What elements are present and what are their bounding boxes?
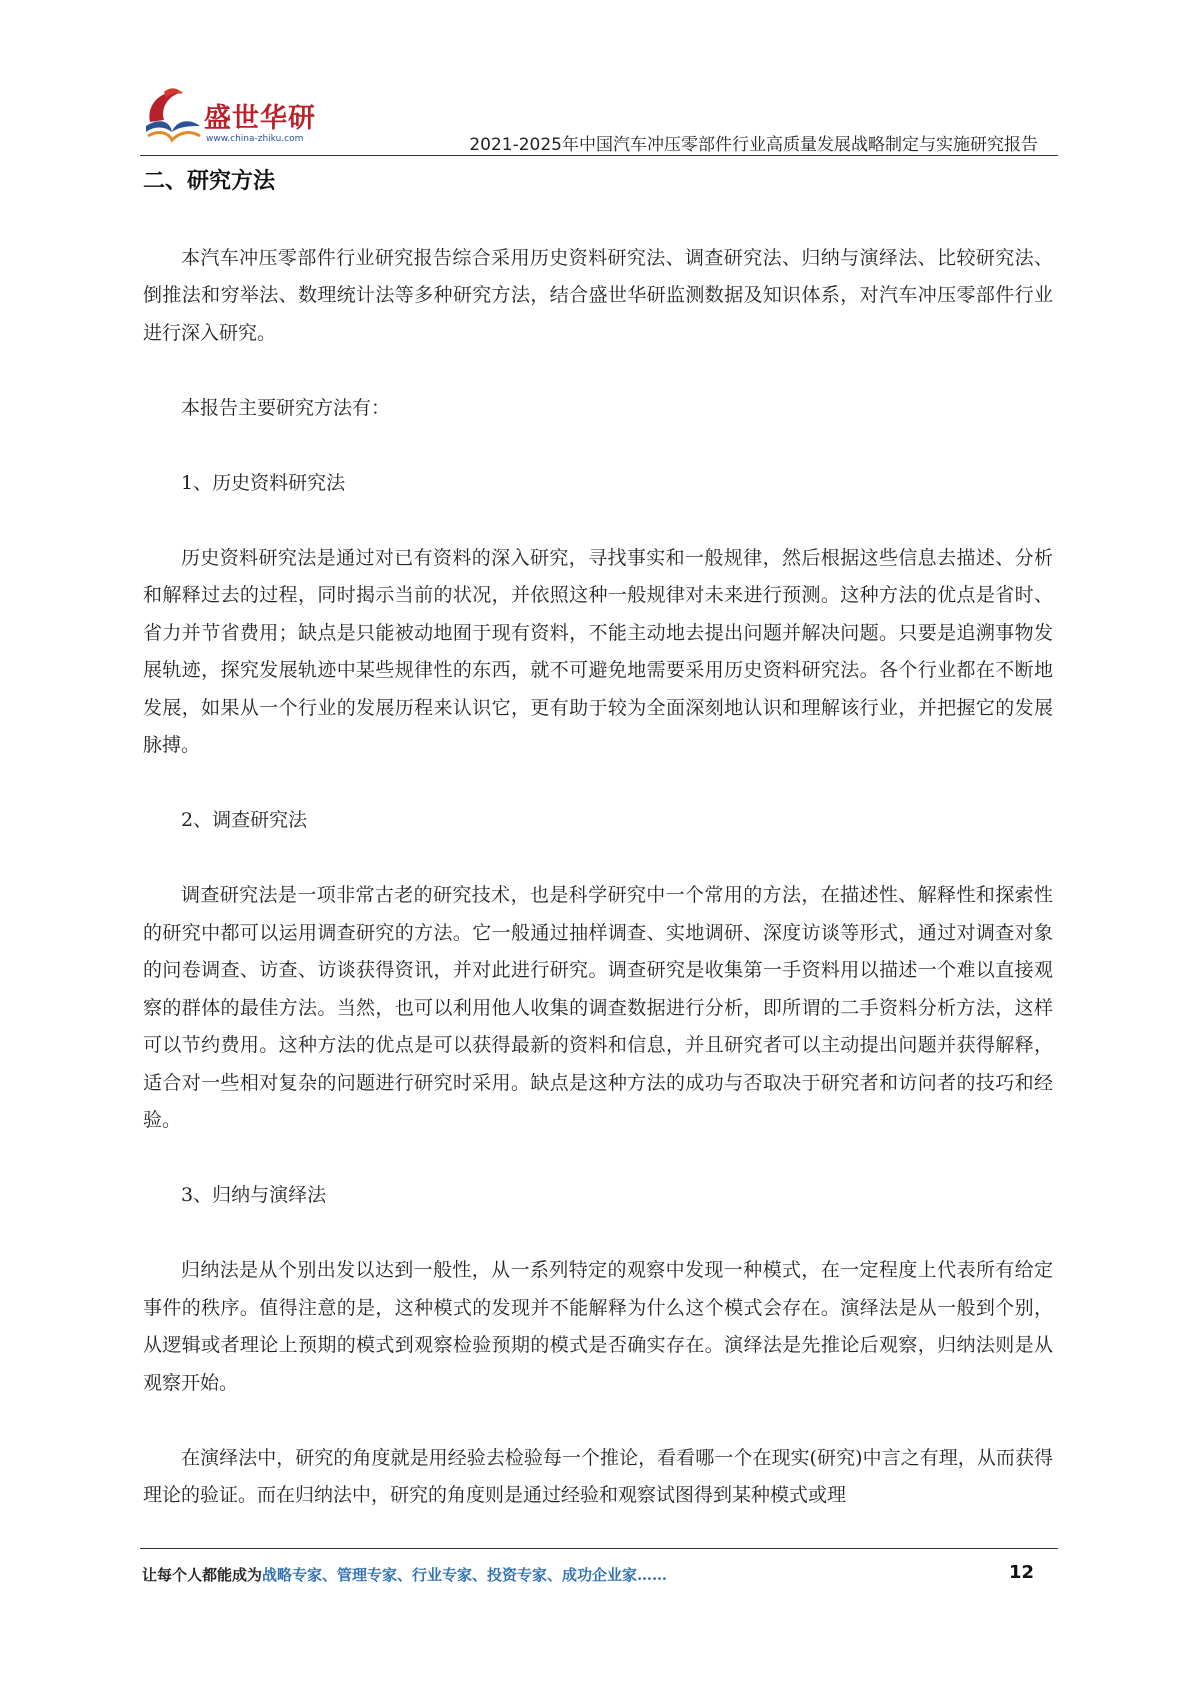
logo-emblem-icon [140, 82, 204, 146]
methods-lead-in: 本报告主要研究方法有： [181, 396, 391, 419]
page-body [143, 162, 1053, 1515]
footer-slogan [142, 1564, 667, 1585]
slogan-prefix: 让每个人都能成为 [142, 1566, 263, 1584]
section-title: 二、研究方法 [143, 169, 276, 194]
page-number: 12 [1008, 1562, 1034, 1583]
survey-method-paragraph: 调查研究法是一项非常古老的研究技术，也是科学研究中一个常用的方法，在描述性、解释性和探索性的研究中都可以运用调查研究的方法。它一般通过抽样调查、实地调研、深度访谈等形式，通过对调查对象的问卷调查、访查、访谈获得资讯，并对此进行研究。调查研究是收集第一手资料用以描述一个难以直接观察的群体的最佳方法。当然，也可以利用他人收集的调查数据进行分析，即所谓的二手资料分析方法，这样可以节约费用。这种方法的优点是可以获得最新的资料和信息，并且研究者可以主动提出问题并获得解释，适合对一些相对复杂的问题进行研究时采用。缺点是这种方法的成功与否取决于研究者和访问者的技巧和经验。 [143, 884, 1053, 1131]
logo-url: www.china-zhiku.com [206, 134, 304, 144]
slogan-highlight: 战略专家、管理专家、行业专家、投资专家、成功企业家…… [262, 1566, 668, 1584]
report-title: 2021-2025年中国汽车冲压零部件行业高质量发展战略制定与实施研究报告 [469, 135, 1038, 155]
intro-paragraph: 本汽车冲压零部件行业研究报告综合采用历史资料研究法、调查研究法、归纳与演绎法、比较研究法、倒推法和穷举法、数理统计法等多种研究方法，结合盛世华研监测数据及知识体系，对汽车冲压零部件行业进行深入研究。 [143, 246, 1053, 344]
header-divider [140, 155, 1058, 156]
deduction-paragraph: 在演绎法中，研究的角度就是用经验去检验每一个推论，看看哪一个在现实(研究)中言之有理，从而获得理论的验证。而在归纳法中，研究的角度则是通过经验和观察试图得到某种模式或理 [143, 1446, 1053, 1506]
method-heading-induction: 3、归纳与演绎法 [181, 1184, 327, 1206]
method-heading-historical: 1、历史资料研究法 [181, 471, 346, 494]
page-footer [140, 1548, 1058, 1588]
induction-paragraph: 归纳法是从个别出发以达到一般性，从一系列特定的观察中发现一种模式，在一定程度上代表所有给定事件的秩序。值得注意的是，这种模式的发现并不能解释为什么这个模式会存在。演绎法是从一般到个别，从逻辑或者理论上预期的模式到观察检验预期的模式是否确实存在。演绎法是先推论后观察，归纳法则是从观察开始。 [143, 1259, 1053, 1394]
method-heading-survey: 2、调查研究法 [181, 809, 308, 831]
footer-divider [140, 1548, 1058, 1549]
logo-name: 盛世华研 [204, 103, 316, 134]
company-logo [140, 82, 320, 152]
historical-method-paragraph: 历史资料研究法是通过对已有资料的深入研究，寻找事实和一般规律，然后根据这些信息去描述、分析和解释过去的过程，同时揭示当前的状况，并依照这种一般规律对未来进行预测。这种方法的优点是省时、省力并节省费用；缺点是只能被动地囿于现有资料，不能主动地去提出问题并解决问题。只要是追溯事物发展轨迹，探究发展轨迹中某些规律性的东西，就不可避免地需要采用历史资料研究法。各个行业都在不断地发展，如果从一个行业的发展历程来认识它，更有助于较为全面深刻地认识和理解该行业，并把握它的发展脉搏。 [143, 546, 1053, 756]
page-header [140, 80, 1058, 158]
